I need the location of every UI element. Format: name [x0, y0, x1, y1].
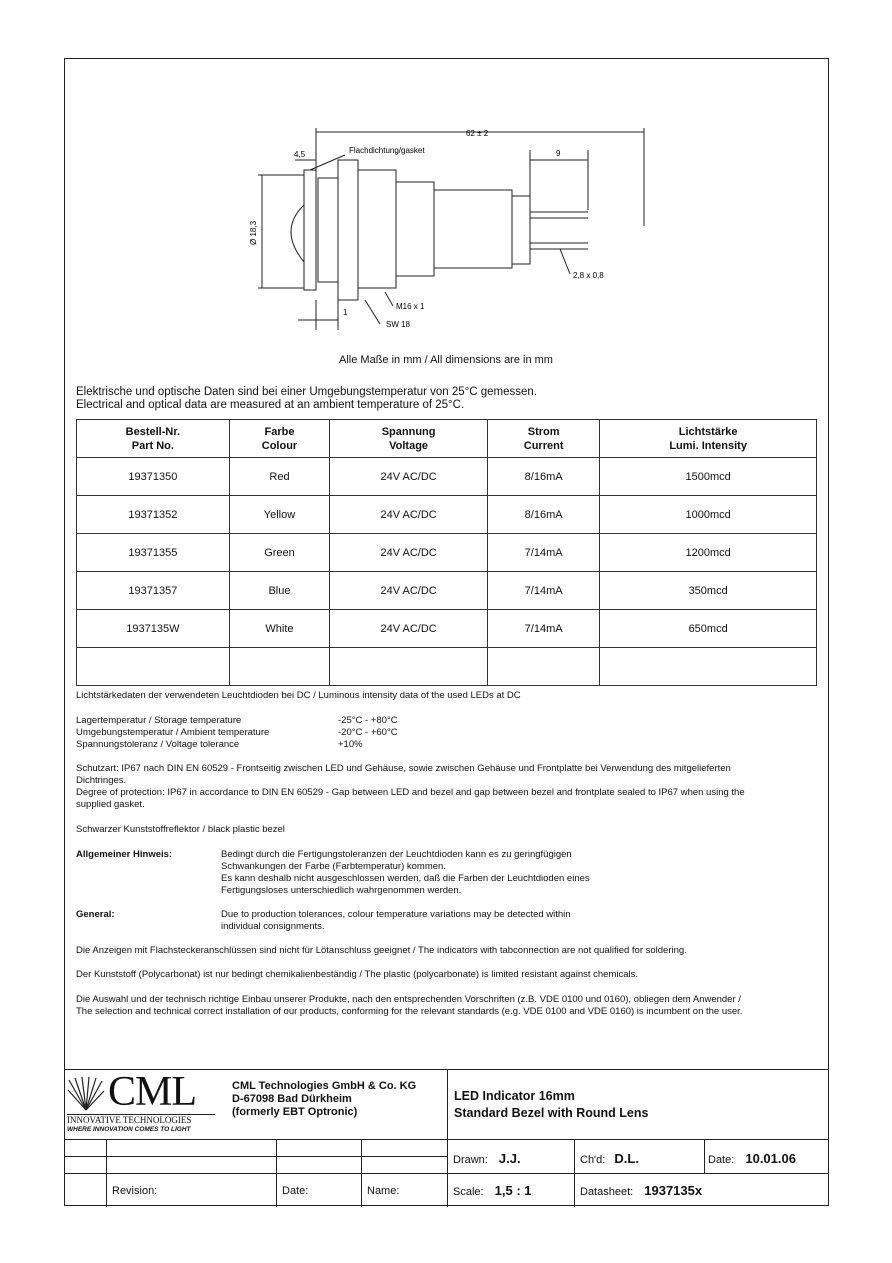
schutz-line-1: Schutzart: IP67 nach DIN EN 60529 - Frontseitig zwischen LED und Gehäuse, sowie zwischen Gehäuse und Frontplatte bei Verwendung des mitgelieferten — [76, 763, 731, 774]
spec-table — [76, 419, 817, 686]
gasket-label: Flachdichtung/gasket — [349, 146, 425, 155]
bezel-note: Schwarzer Kunststoffreflektor / black plastic bezel — [76, 824, 285, 835]
cell-part: 1937135W — [77, 610, 230, 648]
document-title — [454, 1088, 648, 1122]
title-line-1: LED Indicator 16mm — [454, 1089, 575, 1103]
cell-empty — [77, 648, 230, 686]
protect-line-2: supplied gasket. — [76, 799, 145, 810]
header-intensity: Lichtstärke Lumi. Intensity — [600, 420, 817, 458]
gen-line: Due to production tolerances, colour temperature variations may be detected within — [221, 909, 571, 920]
sunburst-logo-icon — [67, 1076, 105, 1112]
cell-intensity: 1000mcd — [600, 496, 817, 534]
cell-part: 19371355 — [77, 534, 230, 572]
company-address — [232, 1080, 416, 1119]
general-text — [221, 909, 571, 933]
dimensions-caption: Alle Maße in mm / All dimensions are in mm — [339, 354, 553, 366]
allg-line: Fertigungsloses unterschiedlich wahrgenommen werden. — [221, 885, 462, 896]
table-row — [77, 648, 817, 686]
logo-tagline: WHERE INNOVATION COMES TO LIGHT — [67, 1126, 191, 1133]
dim-sw: SW 18 — [386, 320, 411, 329]
cell-empty — [488, 648, 600, 686]
tab-note: Die Anzeigen mit Flachsteckeranschlüssen sind nicht für Lötanschluss geeignet / The indicators with tabconnection are not qualified for soldering. — [76, 945, 687, 956]
cell-colour: Yellow — [229, 496, 329, 534]
checked-field: Ch'd: D.L. — [580, 1151, 639, 1166]
tolerance-value: +10% — [338, 739, 363, 750]
cell-colour: White — [229, 610, 329, 648]
company-name: CML Technologies GmbH & Co. KG — [232, 1080, 417, 1092]
allg-line: Schwankungen der Farbe (Farbtemperatur) kommen. — [221, 861, 446, 872]
protection-block — [76, 763, 806, 811]
company-former: (formerly EBT Optronic) — [232, 1106, 358, 1118]
revision-name-label: Name: — [367, 1185, 400, 1197]
cell-empty — [600, 648, 817, 686]
cell-voltage: 24V AC/DC — [330, 572, 488, 610]
dim-diameter: Ø 18,3 — [249, 220, 258, 245]
datasheet-field: Datasheet: 1937135x — [580, 1183, 703, 1198]
table-row — [77, 610, 817, 648]
intro-en: Electrical and optical data are measured at an ambient temperature of 25°C. — [76, 399, 465, 411]
install-line: Die Auswahl und der technisch richtige Einbau unserer Produkte, nach den entsprechenden Vorschriften (z.B. VDE 0100 und 0160), obliegen dem Anwender / — [76, 994, 741, 1005]
temperature-block — [76, 715, 398, 751]
cell-current: 7/14mA — [488, 534, 600, 572]
storage-label: Lagertemperatur / Storage temperature — [76, 715, 242, 726]
general-label: General: — [76, 909, 115, 920]
logo-text: CML — [108, 1069, 197, 1115]
cell-colour: Red — [229, 458, 329, 496]
table-header-row — [77, 420, 817, 458]
table-row — [77, 534, 817, 572]
allg-line: Bedingt durch die Fertigungstoleranzen der Leuchtdioden kann es zu geringfügigen — [221, 849, 572, 860]
technical-drawing — [240, 120, 660, 345]
company-city: D-67098 Bad Dürkheim — [232, 1093, 352, 1105]
dim-pin-length: 9 — [556, 149, 561, 158]
install-line: The selection and technical correct installation of our products, conforming for the relevant standards (e.g. VDE 0100 and VDE 0160) is incumbent on the user. — [76, 1006, 743, 1017]
allg-line: Es kann deshalb nicht ausgeschlossen werden, daß die Farben der Leuchtdioden eines — [221, 873, 590, 884]
intro-de: Elektrische und optische Daten sind bei einer Umgebungstemperatur von 25°C gemessen. — [76, 386, 538, 398]
schutz-line-2: Dichtringes. — [76, 775, 127, 786]
revision-date-label: Date: — [282, 1185, 309, 1197]
ambient-label: Umgebungstemperatur / Ambient temperature — [76, 727, 270, 738]
ambient-value: -20°C - +60°C — [338, 727, 398, 738]
cell-voltage: 24V AC/DC — [330, 534, 488, 572]
table-row — [77, 496, 817, 534]
dim-gasket-width: 4,5 — [294, 150, 306, 159]
cell-intensity: 650mcd — [600, 610, 817, 648]
header-voltage: Spannung Voltage — [330, 420, 488, 458]
dim-wall: 1 — [343, 308, 348, 317]
protect-line-1: Degree of protection: IP67 in accordance to DIN EN 60529 - Gap between LED and bezel and gap between bezel and frontplate sealed to IP67 when using the — [76, 787, 745, 798]
tolerance-label: Spannungstoleranz / Voltage tolerance — [76, 739, 240, 750]
storage-value: -25°C - +80°C — [338, 715, 398, 726]
cell-intensity: 350mcd — [600, 572, 817, 610]
cell-colour: Blue — [229, 572, 329, 610]
cell-intensity: 1200mcd — [600, 534, 817, 572]
cell-empty — [229, 648, 329, 686]
cell-part: 19371350 — [77, 458, 230, 496]
allgemein-text — [221, 849, 590, 897]
cell-current: 7/14mA — [488, 572, 600, 610]
dim-pin: 2,8 x 0,8 — [573, 271, 604, 280]
revision-label: Revision: — [112, 1185, 158, 1197]
cell-current: 8/16mA — [488, 458, 600, 496]
table-row — [77, 572, 817, 610]
cell-part: 19371357 — [77, 572, 230, 610]
drawn-field: Drawn: J.J. — [453, 1151, 521, 1166]
dim-thread: M16 x 1 — [396, 302, 425, 311]
logo-subtitle: INNOVATIVE TECHNOLOGIES — [67, 1114, 215, 1125]
cell-part: 19371352 — [77, 496, 230, 534]
header-current: Strom Current — [488, 420, 600, 458]
cell-voltage: 24V AC/DC — [330, 496, 488, 534]
cell-intensity: 1500mcd — [600, 458, 817, 496]
header-colour: Farbe Colour — [229, 420, 329, 458]
intro-text — [76, 386, 537, 412]
lumi-note: Lichtstärkedaten der verwendeten Leuchtdioden bei DC / Luminous intensity data of the used LEDs at DC — [76, 690, 521, 701]
cell-current: 7/14mA — [488, 610, 600, 648]
cell-voltage: 24V AC/DC — [330, 610, 488, 648]
allgemein-label: Allgemeiner Hinweis: — [76, 849, 173, 860]
scale-field: Scale: 1,5 : 1 — [453, 1183, 532, 1198]
date-field: Date: 10.01.06 — [708, 1151, 796, 1166]
gen-line: individual consignments. — [221, 921, 325, 932]
cell-colour: Green — [229, 534, 329, 572]
install-note — [76, 994, 821, 1018]
table-row — [77, 458, 817, 496]
plastic-note: Der Kunststoff (Polycarbonat) ist nur bedingt chemikalienbeständig / The plastic (polycarbonate) is limited resistant against chemicals. — [76, 969, 639, 980]
cell-current: 8/16mA — [488, 496, 600, 534]
dim-length: 62 ± 2 — [466, 129, 489, 138]
cell-empty — [330, 648, 488, 686]
cell-voltage: 24V AC/DC — [330, 458, 488, 496]
title-line-2: Standard Bezel with Round Lens — [454, 1106, 649, 1120]
header-part-no: Bestell-Nr. Part No. — [77, 420, 230, 458]
title-block — [64, 1069, 829, 1207]
